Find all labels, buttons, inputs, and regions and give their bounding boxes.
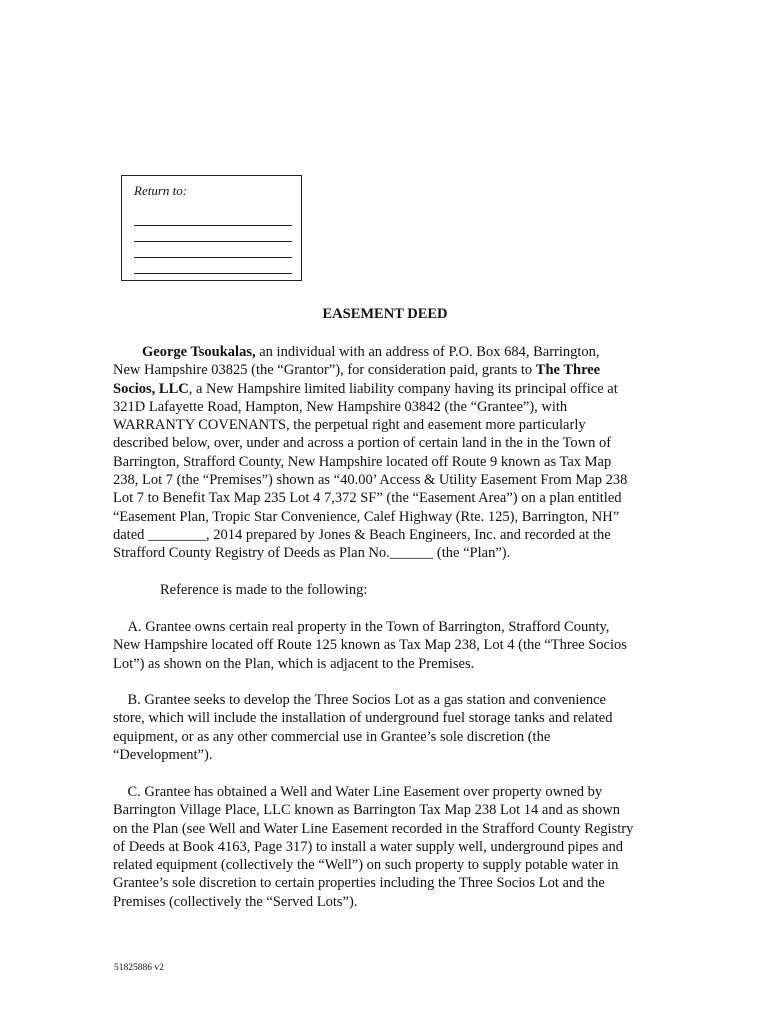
text-run: Lot 7 to Benefit Tax Map 235 Lot 4 7,372 SF” (the “Easement Area”) on a plan entitled [113, 490, 622, 507]
recital-c-line: C. Grantee has obtained a Well and Water Line Easement over property owned by [113, 784, 603, 800]
reference-line: Reference is made to the following: [160, 582, 368, 598]
text-run: , a New Hampshire limited liability company having its principal office at [188, 380, 618, 397]
text-run: Strafford County Registry of Deeds as Plan No.______ (the “Plan”). [113, 545, 511, 562]
grantor-paragraph [113, 343, 643, 563]
grantor-paragraph-line [113, 398, 643, 416]
recital-b-line: store, which will include the installation of underground fuel storage tanks and related [113, 710, 613, 727]
document-title: EASEMENT DEED [322, 306, 448, 322]
grantor-paragraph-line [113, 434, 643, 452]
grantor-paragraph-line [113, 489, 643, 507]
return-address-blank-line [134, 226, 292, 242]
grantor-paragraph-line [113, 544, 643, 562]
recital-a-line: Lot”) as shown on the Plan, which is adjacent to the Premises. [113, 655, 475, 672]
return-address-blank-line [134, 242, 292, 258]
recital-b-line: equipment, or as any other commercial use in Grantee’s sole discretion (the [113, 728, 551, 745]
return-address-blanks [134, 210, 292, 274]
return-to-box [121, 175, 302, 281]
recital-c [113, 783, 643, 911]
grantor-paragraph-line [113, 380, 643, 398]
grantor-paragraph-line [113, 416, 643, 434]
text-run: dated ________, 2014 prepared by Jones & Beach Engineers, Inc. and recorded at the [113, 526, 611, 543]
text-run: WARRANTY COVENANTS, the perpetual right and easement more particularly [113, 417, 586, 434]
recital-b [113, 691, 643, 764]
recital-a-line: A. Grantee owns certain real property in the Town of Barrington, Strafford County, [113, 619, 610, 635]
return-address-blank-line [134, 210, 292, 226]
bold-party-name: The Three [535, 362, 601, 379]
text-run: New Hampshire 03825 (the “Grantor”), for consideration paid, grants to [113, 362, 536, 379]
text-run [113, 344, 142, 360]
grantor-paragraph-line [113, 508, 643, 526]
grantor-paragraph-line [113, 471, 643, 489]
recital-b-line: B. Grantee seeks to develop the Three Socios Lot as a gas station and convenience [113, 692, 606, 708]
recital-c-line: on the Plan (see Well and Water Line Easement recorded in the Strafford County Registry [113, 820, 634, 837]
text-run: Barrington, Strafford County, New Hampshire located off Route 9 known as Tax Map [113, 453, 612, 470]
grantor-paragraph-line [113, 361, 643, 379]
document-id: 51825886 v2 [114, 963, 164, 973]
text-run: “Easement Plan, Tropic Star Convenience, Calef Highway (Rte. 125), Barrington, NH” [113, 508, 620, 525]
recital-c-line: related equipment (collectively the “Well”) on such property to supply potable water in [113, 857, 619, 874]
text-run: an individual with an address of P.O. Box 684, Barrington, [255, 344, 600, 360]
grantor-paragraph-line [113, 453, 643, 471]
bold-party-name: George Tsoukalas, [142, 344, 256, 360]
return-address-blank-line [134, 258, 292, 274]
recital-c-line: Premises (collectively the “Served Lots”). [113, 893, 358, 910]
recital-b-line: “Development”). [113, 746, 213, 763]
grantor-paragraph-line [113, 343, 643, 361]
bold-party-name: Socios, LLC [113, 380, 189, 397]
recital-a [113, 618, 643, 673]
recital-c-line: of Deeds at Book 4163, Page 317) to install a water supply well, underground pipes and [113, 838, 623, 855]
text-run: described below, over, under and across a portion of certain land in the in the Town of [113, 435, 612, 452]
recital-c-line: Grantee’s sole discretion to certain properties including the Three Socios Lot and the [113, 875, 605, 892]
grantor-paragraph-line [113, 526, 643, 544]
return-to-label: Return to: [134, 183, 188, 198]
text-run: 238, Lot 7 (the “Premises”) shown as “40.00’ Access & Utility Easement From Map 238 [113, 472, 628, 489]
text-run: 321D Lafayette Road, Hampton, New Hampshire 03842 (the “Grantee”), with [113, 398, 568, 415]
recital-c-line: Barrington Village Place, LLC known as Barrington Tax Map 238 Lot 14 and as shown [113, 802, 621, 819]
recital-a-line: New Hampshire located off Route 125 known as Tax Map 238, Lot 4 (the “Three Socios [113, 637, 627, 654]
